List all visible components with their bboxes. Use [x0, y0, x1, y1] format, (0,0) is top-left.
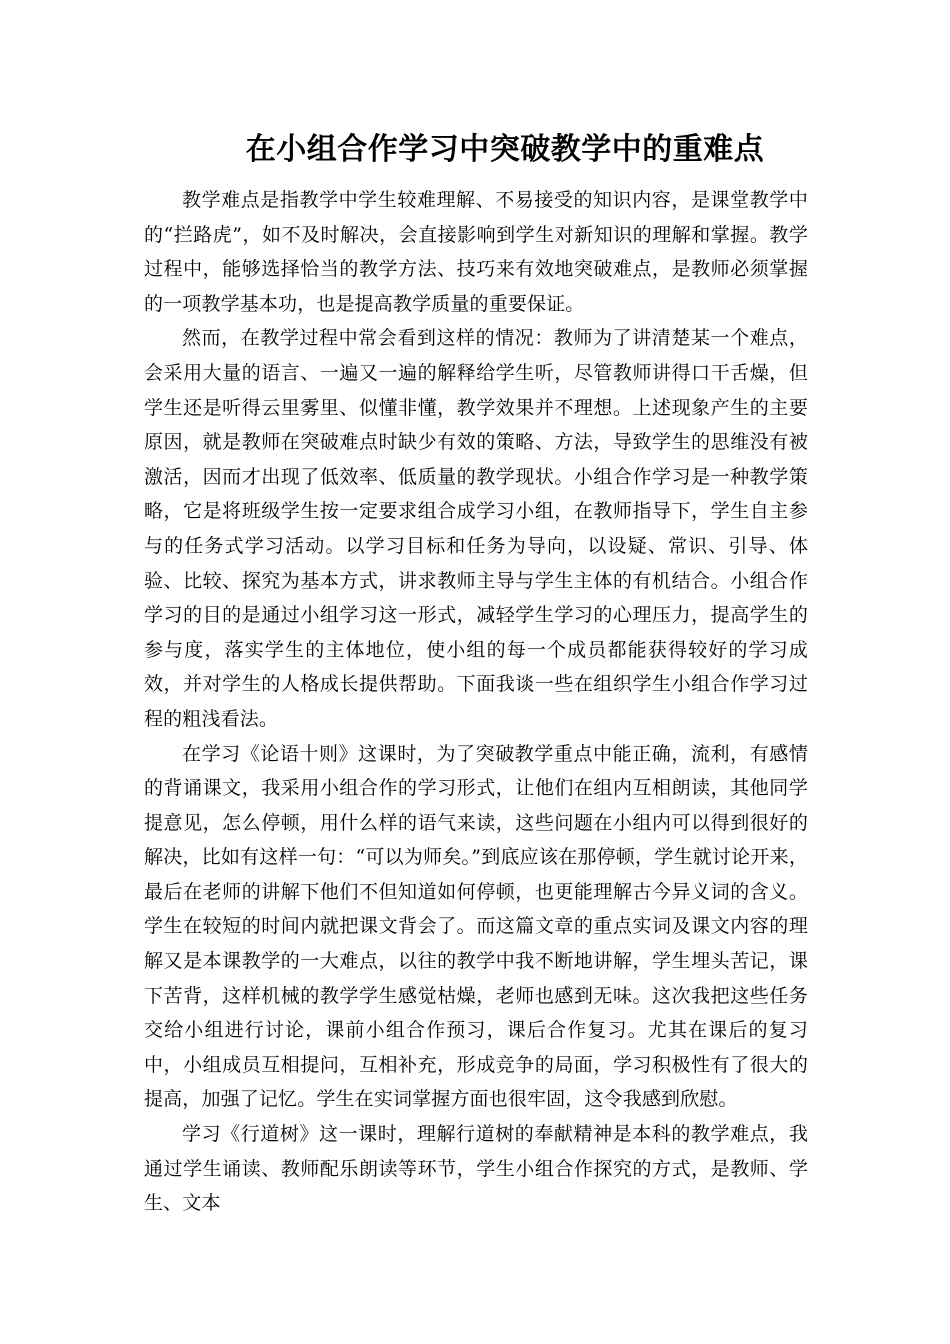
paragraph-example-lunyu: 在学习《论语十则》这课时，为了突破教学重点中能正确，流利，有感情的背诵课文，我采用小组合作的学习形式，让他们在组内互相朗读，其他同学提意见，怎么停顿，用什么样的语气来读，这些问题在小组内可以得到很好的解决，比如有这样一句：“可以为师矣。”到底应该在那停顿，学生就讨论开来，最后在老师的讲解下他们不但知道如何停顿，也更能理解古今异义词的含义。学生在较短的时间内就把课文背会了。而这篇文章的重点实词及课文内容的理解又是本课教学的一大难点，以往的教学中我不断地讲解，学生埋头苦记，课下苦背，这样机械的教学学生感觉枯燥，老师也感到无味。这次我把这些任务交给小组进行讨论，课前小组合作预习，课后合作复习。尤其在课后的复习中，小组成员互相提问，互相补充，形成竞争的局面，学习积极性有了很大的提高，加强了记忆。学生在实词掌握方面也很牢固，这令我感到欣慰。 [144, 742, 808, 1111]
document-title: 在小组合作学习中突破教学中的重难点 [245, 132, 765, 167]
paragraph-intro: 教学难点是指教学中学生较难理解、不易接受的知识内容，是课堂教学中的“拦路虎”，如不及时解决，会直接影响到学生对新知识的理解和掌握。教学过程中，能够选择恰当的教学方法、技巧来有效地突破难点，是教师必须掌握的一项教学基本功，也是提高教学质量的重要保证。 [144, 189, 808, 315]
paragraph-example-xingdaoshu: 学习《行道树》这一课时，理解行道树的奉献精神是本科的教学难点，我通过学生诵读、教师配乐朗读等环节，学生小组合作探究的方式，是教师、学生、文本 [144, 1123, 808, 1215]
paragraph-problem: 然而，在教学过程中常会看到这样的情况：教师为了讲清楚某一个难点，会采用大量的语言、一遍又一遍的解释给学生听，尽管教师讲得口干舌燥，但学生还是听得云里雾里、似懂非懂，教学效果并不理想。上述现象产生的主要原因，就是教师在突破难点时缺少有效的策略、方法，导致学生的思维没有被激活，因而才出现了低效率、低质量的教学现状。小组合作学习是一种教学策略，它是将班级学生按一定要求组合成学习小组，在教师指导下，学生自主参与的任务式学习活动。以学习目标和任务为导向，以设疑、常识、引导、体验、比较、探究为基本方式，讲求教师主导与学生主体的有机结合。小组合作学习的目的是通过小组学习这一形式，减轻学生学习的心理压力，提高学生的参与度，落实学生的主体地位，使小组的每一个成员都能获得较好的学习成效，并对学生的人格成长提供帮助。下面我谈一些在组织学生小组合作学习过程的粗浅看法。 [144, 327, 808, 730]
document-body [144, 183, 808, 1221]
